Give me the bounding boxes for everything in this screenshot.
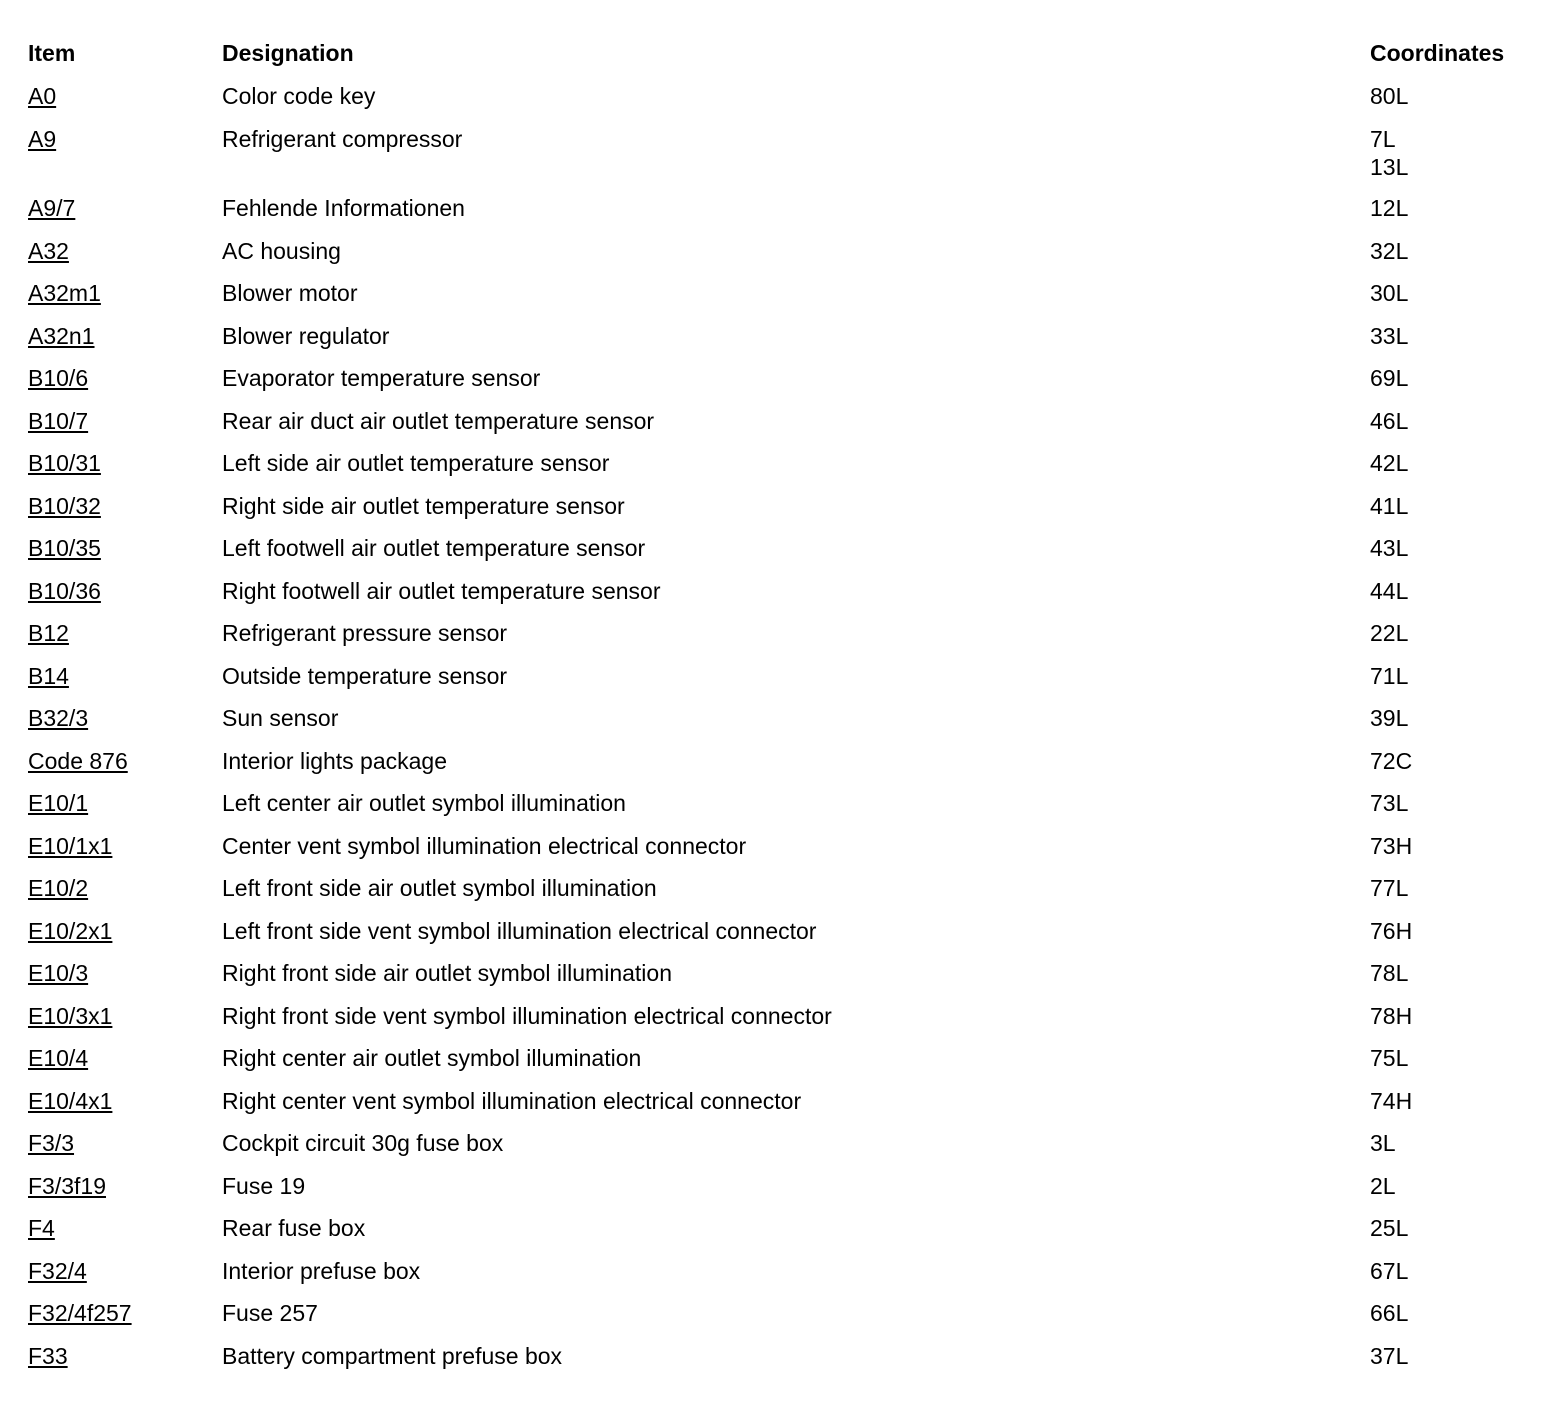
coordinate-value: 67L <box>1370 1257 1409 1284</box>
coordinates-cell <box>1370 1299 1408 1327</box>
coordinates-cell <box>1370 407 1408 435</box>
item-link[interactable]: E10/1 <box>28 790 89 816</box>
designation-text: Battery compartment prefuse box <box>222 1342 563 1369</box>
item-link[interactable]: B10/35 <box>28 535 101 561</box>
designation-text: Refrigerant compressor <box>222 125 463 152</box>
coordinates-cell <box>1370 534 1408 562</box>
coordinate-value: 41L <box>1370 492 1409 519</box>
designation-text: Evaporator temperature sensor <box>222 365 541 391</box>
item-link[interactable]: A32n1 <box>28 322 95 349</box>
designation-text: Blower motor <box>222 280 358 306</box>
item-link[interactable]: B10/31 <box>28 450 101 476</box>
coordinates-cell <box>1370 237 1408 265</box>
item-link[interactable]: B10/7 <box>28 407 89 434</box>
item-link[interactable]: B12 <box>28 620 69 646</box>
coordinate-value: 39L <box>1370 705 1409 731</box>
coordinate-value: 44L <box>1370 577 1409 604</box>
designation-text: Blower regulator <box>222 322 390 349</box>
designation-text: Interior lights package <box>222 747 448 774</box>
designation-text: AC housing <box>222 237 341 264</box>
coordinates-cell <box>1370 322 1408 350</box>
coordinate-value: 76H <box>1370 917 1413 944</box>
designation-text: Rear fuse box <box>222 1215 366 1241</box>
coordinate-value: 7L <box>1370 125 1396 152</box>
designation-text: Right center vent symbol illumination electrical connector <box>222 1087 802 1114</box>
coordinate-value: 37L <box>1370 1342 1409 1369</box>
coordinates-cell <box>1370 874 1408 902</box>
designation-text: Right front side vent symbol illumination electrical connector <box>222 1002 832 1029</box>
header-designation: Designation <box>222 40 354 66</box>
designation-text: Rear air duct air outlet temperature sensor <box>222 407 655 434</box>
coordinate-value: 30L <box>1370 280 1409 306</box>
coordinates-cell <box>1370 1257 1408 1285</box>
coordinate-value: 3L <box>1370 1130 1396 1156</box>
header-coordinates: Coordinates <box>1370 40 1505 66</box>
coordinates-cell <box>1370 1214 1408 1242</box>
item-link[interactable]: A9/7 <box>28 195 76 221</box>
coordinates-cell <box>1370 492 1408 520</box>
coordinates-cell <box>1370 959 1408 987</box>
coordinates-cell <box>1370 364 1408 392</box>
item-link[interactable]: Code 876 <box>28 747 128 774</box>
coordinate-value: 78H <box>1370 1002 1413 1029</box>
designation-text: Right side air outlet temperature sensor <box>222 492 625 519</box>
designation-text: Left front side vent symbol illumination electrical connector <box>222 917 817 944</box>
coordinate-value: 77L <box>1370 875 1409 901</box>
item-link[interactable]: A0 <box>28 83 57 109</box>
coordinate-value: 32L <box>1370 237 1409 264</box>
coordinate-value: 78L <box>1370 960 1409 986</box>
coordinate-value: 66L <box>1370 1300 1409 1326</box>
item-link[interactable]: E10/3x1 <box>28 1002 113 1029</box>
item-link[interactable]: E10/2 <box>28 875 89 901</box>
designation-text: Color code key <box>222 83 376 109</box>
item-link[interactable]: A9 <box>28 125 57 152</box>
coordinate-value: 72C <box>1370 747 1413 774</box>
item-link[interactable]: E10/4 <box>28 1045 89 1071</box>
coordinates-cell <box>1370 662 1408 690</box>
coordinate-value: 69L <box>1370 365 1409 391</box>
item-link[interactable]: E10/3 <box>28 960 89 986</box>
designation-text: Outside temperature sensor <box>222 662 508 689</box>
coordinates-cell <box>1370 194 1408 222</box>
coordinate-value: 75L <box>1370 1045 1409 1071</box>
item-link[interactable]: B14 <box>28 662 69 689</box>
coordinates-cell <box>1370 125 1408 181</box>
coordinates-cell <box>1370 82 1408 110</box>
header-item: Item <box>28 40 76 66</box>
designation-text: Refrigerant pressure sensor <box>222 620 508 646</box>
coordinate-value: 12L <box>1370 195 1409 221</box>
item-link[interactable]: F4 <box>28 1215 55 1241</box>
designation-text: Right front side air outlet symbol illumination <box>222 960 672 986</box>
coordinate-value: 73L <box>1370 790 1409 816</box>
coordinate-value: 33L <box>1370 322 1409 349</box>
coordinates-cell <box>1370 449 1408 477</box>
item-link[interactable]: B32/3 <box>28 705 89 731</box>
designation-text: Right footwell air outlet temperature sensor <box>222 577 661 604</box>
coordinates-cell <box>1370 577 1408 605</box>
item-link[interactable]: F32/4f257 <box>28 1300 132 1326</box>
item-link[interactable]: F33 <box>28 1342 68 1369</box>
coordinate-value: 73H <box>1370 832 1413 859</box>
item-link[interactable]: F3/3 <box>28 1130 75 1156</box>
coordinates-cell <box>1370 917 1412 945</box>
coordinates-cell <box>1370 1129 1396 1157</box>
item-link[interactable]: B10/32 <box>28 492 101 519</box>
coordinates-cell <box>1370 1172 1396 1200</box>
designation-text: Left center air outlet symbol illumination <box>222 790 626 816</box>
coordinates-cell <box>1370 747 1412 775</box>
coordinate-value: 13L <box>1370 153 1409 180</box>
coordinates-cell <box>1370 1044 1408 1072</box>
designation-text: Left footwell air outlet temperature sensor <box>222 535 646 561</box>
coordinate-value: 42L <box>1370 450 1409 476</box>
item-link[interactable]: E10/4x1 <box>28 1087 113 1114</box>
coordinates-cell <box>1370 832 1412 860</box>
coordinates-cell <box>1370 789 1408 817</box>
coordinate-value: 80L <box>1370 83 1409 109</box>
designation-text: Left front side air outlet symbol illumination <box>222 875 657 901</box>
coordinate-value: 43L <box>1370 535 1409 561</box>
designation-text: Fuse 257 <box>222 1300 318 1326</box>
designation-text: Sun sensor <box>222 705 339 731</box>
coordinate-value: 46L <box>1370 407 1409 434</box>
coordinates-cell <box>1370 619 1408 647</box>
coordinate-value: 74H <box>1370 1087 1413 1114</box>
item-link[interactable]: A32 <box>28 237 69 264</box>
designation-text: Left side air outlet temperature sensor <box>222 450 610 476</box>
coordinate-value: 22L <box>1370 620 1409 646</box>
item-link[interactable]: B10/6 <box>28 365 89 391</box>
item-link[interactable]: E10/2x1 <box>28 917 113 944</box>
designation-text: Interior prefuse box <box>222 1257 421 1284</box>
item-link[interactable]: E10/1x1 <box>28 832 113 859</box>
coordinates-cell <box>1370 279 1408 307</box>
designation-text: Center vent symbol illumination electrical connector <box>222 832 747 859</box>
designation-text: Right center air outlet symbol illumination <box>222 1045 642 1071</box>
coordinates-cell <box>1370 704 1408 732</box>
coordinate-value: 25L <box>1370 1215 1409 1241</box>
coordinate-value: 2L <box>1370 1172 1396 1199</box>
coordinates-cell <box>1370 1087 1412 1115</box>
coordinates-cell <box>1370 1342 1408 1370</box>
item-link[interactable]: F3/3f19 <box>28 1172 106 1199</box>
designation-text: Fehlende Informationen <box>222 195 465 221</box>
designation-text: Fuse 19 <box>222 1172 306 1199</box>
item-link[interactable]: A32m1 <box>28 280 101 306</box>
item-link[interactable]: B10/36 <box>28 577 101 604</box>
designation-text: Cockpit circuit 30g fuse box <box>222 1130 504 1156</box>
coordinate-value: 71L <box>1370 662 1409 689</box>
item-link[interactable]: F32/4 <box>28 1257 87 1284</box>
coordinates-cell <box>1370 1002 1412 1030</box>
